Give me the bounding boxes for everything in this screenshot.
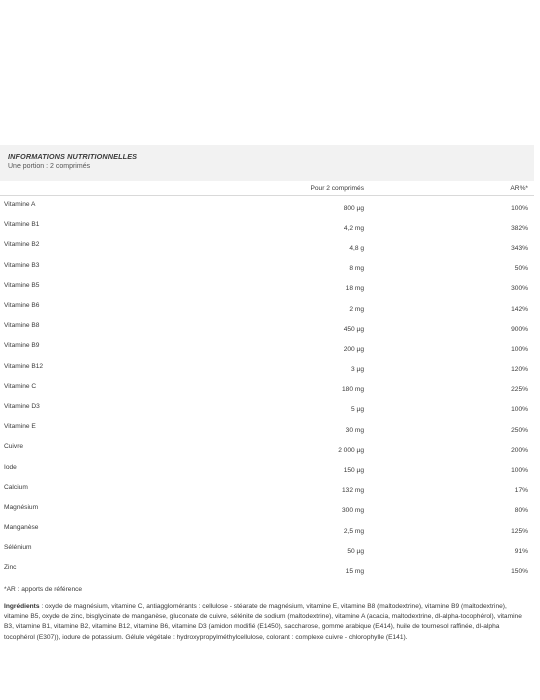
table-row (0, 196, 534, 217)
table-body (0, 196, 534, 580)
nutrient-ar: 142% (511, 305, 528, 313)
nutrient-ar: 17% (514, 487, 528, 495)
nutrient-name: Vitamine B1 (4, 221, 40, 229)
reference-footnote: *AR : apports de référence (4, 585, 83, 593)
nutrient-amount: 5 µg (351, 406, 364, 414)
table-row (0, 438, 534, 458)
nutrient-amount: 200 µg (343, 345, 364, 353)
nutrient-amount: 2 mg (349, 305, 364, 313)
nutrient-ar: 100% (511, 345, 528, 353)
nutrient-ar: 120% (511, 366, 528, 374)
nutrient-ar: 80% (514, 507, 528, 515)
nutrient-name: Vitamine E (4, 423, 36, 431)
nutrient-ar: 382% (511, 224, 528, 232)
nutrient-amount: 150 µg (343, 467, 364, 475)
nutrient-amount: 50 µg (347, 547, 364, 555)
table-row (0, 539, 534, 559)
nutrient-ar: 150% (511, 567, 528, 575)
nutrient-amount: 132 mg (342, 487, 364, 495)
nutrient-amount: 450 µg (343, 325, 364, 333)
nutrient-name: Vitamine B5 (4, 281, 40, 289)
nutrient-amount: 300 mg (342, 507, 364, 515)
nutrition-title: INFORMATIONS NUTRITIONNELLES (8, 152, 138, 161)
nutrient-amount: 30 mg (345, 426, 364, 434)
nutrient-name: Vitamine B12 (4, 362, 44, 370)
nutrient-name: Vitamine C (4, 382, 37, 390)
nutrient-name: Sélénium (4, 544, 32, 552)
table-row (0, 358, 534, 378)
nutrient-name: Manganèse (4, 524, 39, 532)
table-row (0, 559, 534, 579)
nutrient-name: Vitamine B3 (4, 261, 40, 269)
nutrient-name: Zinc (4, 564, 17, 572)
nutrition-panel (0, 145, 534, 643)
nutrient-name: Vitamine B9 (4, 342, 40, 350)
nutrient-amount: 8 mg (349, 265, 364, 273)
nutrient-ar: 100% (511, 467, 528, 475)
nutrient-name: Vitamine D3 (4, 402, 40, 410)
nutrient-amount: 800 µg (343, 204, 364, 212)
ingredients-text (0, 593, 534, 644)
nutrient-amount: 2,5 mg (343, 527, 364, 535)
nutrient-amount: 15 mg (345, 567, 364, 575)
serving-size: Une portion : 2 comprimés (8, 163, 91, 170)
table-row (0, 479, 534, 499)
table-row (0, 519, 534, 539)
nutrition-header (0, 145, 534, 181)
nutrient-ar: 250% (511, 426, 528, 434)
table-row (0, 378, 534, 398)
nutrient-ar: 91% (514, 547, 528, 555)
nutrient-ar: 200% (511, 446, 528, 454)
table-row (0, 236, 534, 256)
nutrient-amount: 18 mg (345, 285, 364, 293)
nutrient-ar: 300% (511, 285, 528, 293)
nutrient-amount: 2 000 µg (338, 446, 364, 454)
nutrient-name: Vitamine B8 (4, 322, 40, 330)
column-header-ar: AR%* (364, 181, 534, 196)
table-row (0, 216, 534, 236)
nutrient-ar: 100% (511, 406, 528, 414)
nutrient-name: Vitamine B2 (4, 241, 40, 249)
table-row (0, 297, 534, 317)
nutrition-table (0, 181, 534, 580)
nutrient-ar: 125% (511, 527, 528, 535)
table-row (0, 257, 534, 277)
nutrient-name: Magnésium (4, 503, 39, 511)
table-row (0, 337, 534, 357)
nutrient-name: Vitamine B6 (4, 302, 40, 310)
table-row (0, 458, 534, 478)
column-header-nutrient (0, 181, 154, 196)
nutrient-name: Vitamine A (4, 201, 36, 209)
table-row (0, 317, 534, 337)
nutrient-ar: 50% (514, 265, 528, 273)
nutrient-ar: 343% (511, 244, 528, 252)
table-row (0, 398, 534, 418)
nutrient-name: Calcium (4, 483, 28, 491)
nutrient-amount: 4,2 mg (343, 224, 364, 232)
nutrient-amount: 180 mg (342, 386, 364, 394)
nutrient-name: Iode (4, 463, 17, 471)
table-header-row (0, 181, 534, 196)
table-row (0, 277, 534, 297)
column-header-amount: Pour 2 comprimés (154, 181, 364, 196)
nutrient-ar: 225% (511, 386, 528, 394)
ingredients-label: Ingrédients (4, 602, 40, 610)
table-row (0, 499, 534, 519)
nutrient-amount: 3 µg (351, 366, 364, 374)
ingredients-list: : oxyde de magnésium, vitamine C, antiagglomérants : cellulose - stéarate de magnésium, vitamine E, vitamine B8 (maltodextrine), vitamine B9 (maltodextrine), vitamine B5, oxyde de zinc, bisglycinate de manganèse, gluconate de cuivre, sélénite de sodium (maltodextrine), vitamine A (acacia, maltodextrine, dl-alpha-tocophérol), vitamine B3, vitamine B1, vitamine B2, vitamine B12, vitamine B6, vitamine D3 (amidon modifié (E1450), saccharose, gomme arabique (E414), huile de tournesol raffinée, dl-alpha tocophérol (E307)), iodure de potassium. Gélule végétale : hydroxypropylméthylcellulose, colorant : complexe cuivre - chlorophylle (E141). (4, 602, 522, 641)
nutrient-ar: 100% (511, 204, 528, 212)
nutrient-ar: 900% (511, 325, 528, 333)
nutrient-amount: 4,8 g (349, 244, 364, 252)
nutrient-name: Cuivre (4, 443, 24, 451)
table-row (0, 418, 534, 438)
